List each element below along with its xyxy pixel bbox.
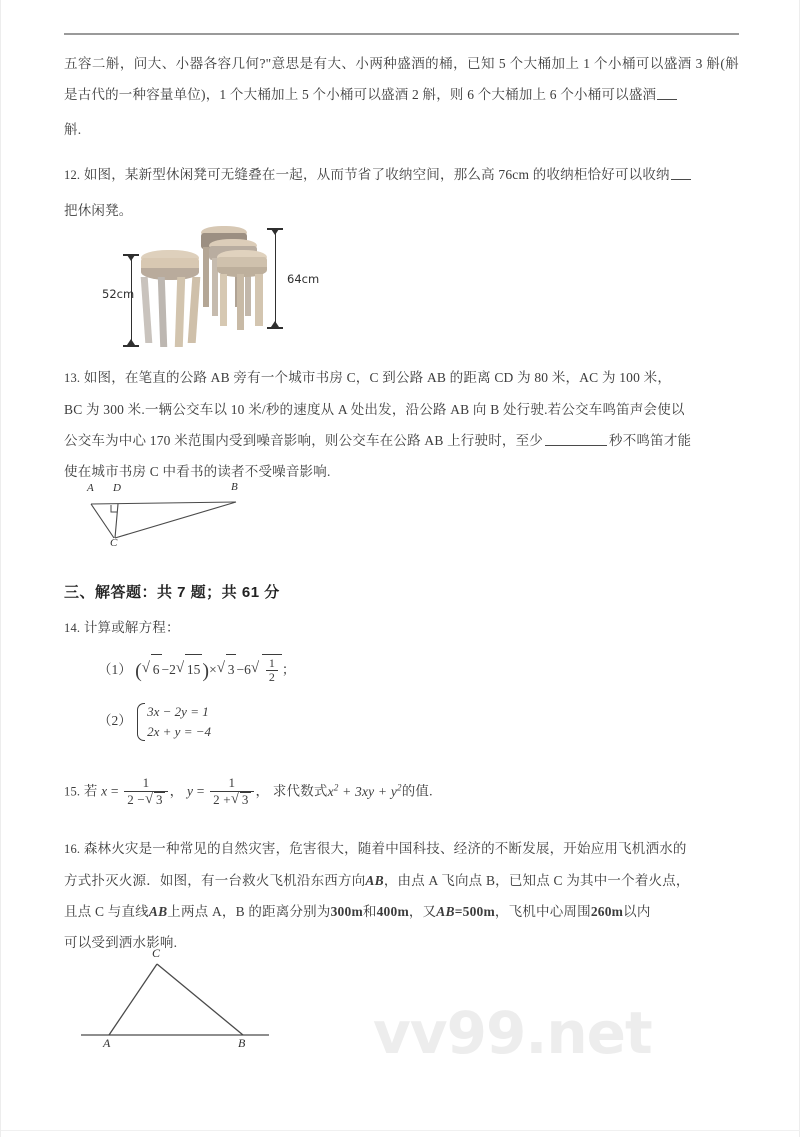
question-14-text: 计算或解方程： (83, 620, 180, 635)
fraction-half (262, 654, 282, 685)
question-11-tail-text: 斛. (64, 122, 82, 137)
fraction-y: $\frac{1}{2 + √ 3}$ (210, 776, 253, 808)
question-11-text: 五容二斛，问大、小器各容几何?"意思是有大、小两种盛酒的桶，已知 5 个大桶加上 1 个小桶可以盛酒 3 斛(斛是古代的一种容量单位)，1 个大桶加上 5 个小桶可以盛酒 2 斛，则 6 个大桶加上 6 个小桶可以盛酒 (64, 56, 739, 102)
question-16-line-3b: 上两点 A，B 的距离分别为 (167, 903, 331, 919)
answer-blank-q12[interactable] (671, 167, 691, 180)
question-16-line-2a: 方式扑灭火源．如图，有一台救火飞机沿东西方向 (64, 872, 366, 888)
question-13-line-3b: 秒不鸣笛才能 (609, 433, 692, 448)
stool-leg-2 (158, 277, 167, 347)
item-2-marker: （2） (98, 713, 132, 729)
comma-2: ， (255, 783, 270, 799)
equals-2: = (196, 783, 205, 799)
stacked-leg-3c (255, 274, 263, 326)
x-denominator: 2 − √ 3 (124, 792, 167, 808)
segment-ab-2: AB (148, 903, 168, 919)
question-16-line-3a: 且点 C 与直线 (64, 903, 149, 919)
question-12-number: 12. (64, 168, 81, 182)
stool-seat-skirt (141, 268, 199, 280)
stool-leg-1 (141, 277, 153, 343)
sqrt-6: √ 6 (142, 654, 162, 685)
sqrt-15: √ 15 (176, 654, 203, 685)
stool-height-label-64: 64cm (287, 272, 320, 286)
equation-1: 3x − 2y = 1 (147, 704, 209, 719)
question-16-number: 16. (64, 841, 81, 856)
distance-300m: 300m (330, 903, 363, 919)
question-14-item-2 (64, 702, 739, 742)
question-16-line-3d: ，又 (408, 903, 437, 919)
stacked-leg-3b (237, 274, 244, 330)
segment-ab-1: AB (365, 872, 384, 888)
item-1-marker: （1） (98, 662, 132, 677)
question-13-number: 13. (64, 371, 81, 385)
frac-one-half: √ $\frac{1}{2}$ (266, 657, 278, 686)
question-11-continuation (64, 48, 739, 110)
question-13-line3-row (64, 425, 739, 456)
header-divider (64, 33, 739, 35)
answer-blank-q11[interactable] (657, 87, 677, 100)
question-14 (64, 612, 739, 644)
coefficient-2: 2 (169, 662, 176, 677)
question-16-line-3c: 和 (362, 903, 377, 919)
question-12-tail-text: 把休闲凳。 (64, 203, 133, 218)
question-16-line3-row (64, 896, 739, 927)
sqrt-3: √ 3 (217, 654, 237, 685)
question-15-lead: 若 (83, 783, 98, 799)
road-label-c: C (110, 537, 118, 549)
question-13-line-4: 使在城市书房 C 中看书的读者不受噪音影响. (64, 464, 331, 479)
expression-q15: $x^2 + 3xy + y^2$ (327, 782, 402, 799)
stool-height-label-52: 52cm (102, 287, 135, 301)
sqrt-3-x: √ 3 (145, 792, 165, 808)
y-denominator: 2 + √ 3 (210, 792, 253, 808)
distance-500m: 500m (462, 903, 495, 919)
fire-label-c: C (152, 946, 161, 960)
question-15-number: 15. (64, 784, 81, 799)
distance-260m: 260m (590, 903, 624, 919)
question-15 (64, 770, 739, 809)
stacked-stools (201, 226, 271, 330)
question-13-line2-row (64, 394, 739, 425)
question-16 (64, 833, 739, 865)
question-13-line-3a: 公交车为中心 170 米范围内受到噪音影响，则公交车在公路 AB 上行驶时，至少 (64, 433, 544, 448)
sqrt-3-y: √ 3 (231, 792, 251, 808)
question-12-text: 如图，某新型休闲凳可无缝叠在一起，从而节省了收纳空间，那么高 76cm 的收纳柜恰好可以收纳 (83, 167, 670, 182)
dim-64-line (275, 229, 276, 327)
question-14-number: 14. (64, 621, 81, 635)
answer-blank-q13[interactable] (545, 433, 607, 446)
question-16-line-2b: ，由点 A 飞向点 B，已知点 C 为其中一个着火点， (383, 872, 690, 888)
stool-leg-4 (188, 277, 201, 343)
page-bottom-divider (1, 1130, 800, 1131)
dim-64-bottom-cap (267, 327, 283, 329)
segment-ab-3: AB (436, 903, 455, 919)
equals-1: = (110, 783, 119, 799)
comma-1: ， (169, 783, 184, 799)
question-16-line-1: 森林火灾是一种常见的自然灾害，危害很大，随着中国科技、经济的不断发展，开始应用飞机洒水的 (83, 840, 687, 856)
question-13-line-1: 如图，在笔直的公路 AB 旁有一个城市书房 C，C 到公路 AB 的距离 CD 为 80 米，AC 为 100 米， (83, 370, 672, 385)
distance-400m: 400m (376, 903, 409, 919)
question-12 (64, 159, 739, 191)
single-stool (139, 250, 201, 348)
equation-2: 2x + y = −4 (147, 724, 211, 739)
fire-triangle-figure (73, 946, 303, 1056)
road-label-d: D (113, 482, 121, 494)
question-16-line-3f: 以内 (623, 903, 651, 919)
site-watermark: vv99.net (373, 999, 652, 1067)
dim-52-bottom-cap (123, 345, 139, 347)
paren-open: ( (135, 660, 142, 682)
stool-leg-3 (175, 277, 185, 347)
times-sign: × (209, 662, 217, 677)
fire-label-b: B (238, 1036, 246, 1050)
question-15-tail-b: 的值. (401, 783, 433, 799)
minus-sign-1: − (161, 662, 170, 677)
variable-x: x (101, 783, 108, 799)
sqrt-half (251, 654, 282, 685)
question-16-line-3e: ，飞机中心周围 (494, 903, 591, 919)
section-3-heading: 三、解答题：共 7 题；共 61 分 (64, 584, 280, 601)
minus-sign-2: − (236, 662, 245, 677)
fire-label-a: A (103, 1036, 111, 1050)
road-triangle-figure (81, 482, 261, 550)
question-14-item-1 (64, 654, 739, 686)
variable-y: y (186, 783, 194, 799)
paren-close: ) (202, 660, 210, 682)
question-13-line-2: BC 为 300 米.一辆公交车以 10 米/秒的速度从 A 处出发，沿公路 AB 向 B 处行驶.若公交车鸣笛声会使以 (64, 402, 685, 417)
question-15-tail-a: 求代数式 (272, 783, 328, 799)
fraction-x: $\frac{1}{2 - √ 3}$ (124, 776, 167, 808)
road-label-a: A (87, 482, 94, 494)
system-of-equations (135, 702, 211, 742)
question-11-tail (64, 114, 739, 145)
question-16-line-4: 可以受到洒水影响. (64, 934, 178, 950)
stacked-leg-3a (220, 274, 227, 326)
road-label-b: B (231, 481, 238, 493)
semicolon: ； (281, 662, 296, 677)
coefficient-6: 6 (244, 662, 251, 677)
stool-stacking-figure (101, 222, 321, 350)
equals-3: = (454, 903, 463, 919)
question-13 (64, 362, 739, 394)
question-16-line2-row (64, 865, 739, 896)
